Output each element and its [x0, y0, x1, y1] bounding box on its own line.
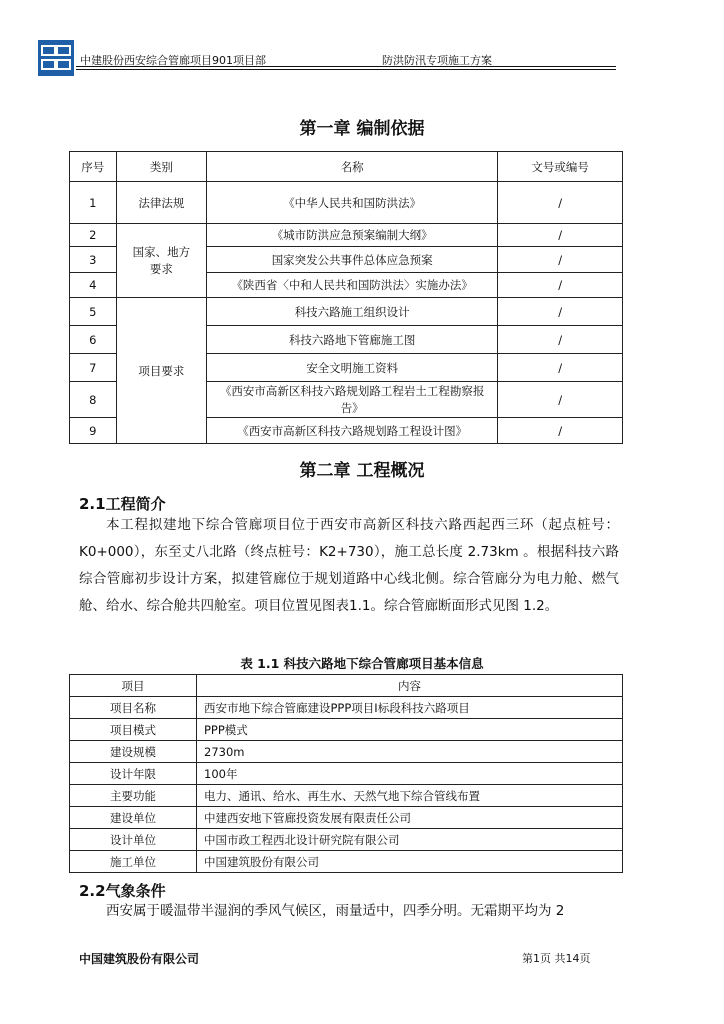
row-name: 《西安市高新区科技六路规划路工程岩土工程勘察报告》: [207, 382, 498, 418]
col-header-no: 序号: [70, 152, 117, 182]
row-code: /: [498, 298, 623, 326]
info-value: 中国市政工程西北设计研究院有限公司: [197, 829, 623, 851]
info-value: 电力、通讯、给水、再生水、天然气地下综合管线布置: [197, 785, 623, 807]
row-no: 2: [70, 224, 117, 247]
info-value: 中建西安地下管廊投资发展有限责任公司: [197, 807, 623, 829]
row-no: 7: [70, 354, 117, 382]
table-row: [70, 298, 623, 326]
info-key: 主要功能: [70, 785, 197, 807]
header-rule-thin: [76, 69, 616, 70]
row-code: /: [498, 224, 623, 247]
row-name: 《陕西省〈中和人民共和国防洪法〉实施办法》: [207, 273, 498, 298]
table-row: [70, 182, 623, 224]
info-value: 中国建筑股份有限公司: [197, 851, 623, 873]
row-code: /: [498, 418, 623, 444]
info-key: 施工单位: [70, 851, 197, 873]
row-code: /: [498, 326, 623, 354]
info-key: 项目模式: [70, 719, 197, 741]
table-row: [70, 719, 623, 741]
info-value: 2730m: [197, 741, 623, 763]
info-key: 设计年限: [70, 763, 197, 785]
info-key: 建设单位: [70, 807, 197, 829]
project-info-table: [69, 674, 623, 873]
header-rule: [76, 66, 616, 67]
table-row: [70, 224, 623, 247]
table-row: [70, 785, 623, 807]
row-code: /: [498, 182, 623, 224]
info-value: 西安市地下综合管廊建设PPP项目Ⅰ标段科技六路项目: [197, 697, 623, 719]
col-header-name: 名称: [207, 152, 498, 182]
table-header-row: [70, 675, 623, 697]
company-logo: [38, 40, 74, 76]
row-no: 4: [70, 273, 117, 298]
row-name: 安全文明施工资料: [207, 354, 498, 382]
row-category: 法律法规: [116, 182, 207, 224]
page-number: 第1页 共14页: [522, 952, 591, 965]
col-header-content: 内容: [197, 675, 623, 697]
row-category: 国家、地方要求: [116, 224, 207, 298]
row-code: /: [498, 382, 623, 418]
row-no: 3: [70, 247, 117, 273]
table-row: [70, 697, 623, 719]
section-2-2-paragraph: 西安属于暖温带半湿润的季风气候区，雨量适中，四季分明。无霜期平均为 2: [106, 903, 565, 919]
table-row: [70, 829, 623, 851]
basis-table: [69, 151, 623, 444]
row-no: 9: [70, 418, 117, 444]
footer-company: 中国建筑股份有限公司: [79, 952, 200, 966]
row-no: 6: [70, 326, 117, 354]
table-header-row: [70, 152, 623, 182]
info-key: 建设规模: [70, 741, 197, 763]
section-2-2-title: 2.2气象条件: [79, 882, 166, 900]
chapter2-title: 第二章 工程概况: [299, 461, 425, 481]
row-name: 科技六路施工组织设计: [207, 298, 498, 326]
header-doc-title: 防洪防汛专项施工方案: [382, 54, 492, 67]
header-project-name: 中建股份西安综合管廊项目901项目部: [80, 54, 266, 67]
section-2-1-title: 2.1工程简介: [79, 495, 166, 513]
table-row: [70, 741, 623, 763]
info-key: 设计单位: [70, 829, 197, 851]
row-no: 8: [70, 382, 117, 418]
row-name: 《中华人民共和国防洪法》: [207, 182, 498, 224]
row-name: 《城市防洪应急预案编制大纲》: [207, 224, 498, 247]
row-name: 科技六路地下管廊施工图: [207, 326, 498, 354]
row-name: 《西安市高新区科技六路规划路工程设计图》: [207, 418, 498, 444]
table-row: [70, 763, 623, 785]
row-no: 5: [70, 298, 117, 326]
row-category: 项目要求: [116, 298, 207, 444]
info-key: 项目名称: [70, 697, 197, 719]
table-row: [70, 807, 623, 829]
row-code: /: [498, 354, 623, 382]
info-value: 100年: [197, 763, 623, 785]
row-name: 国家突发公共事件总体应急预案: [207, 247, 498, 273]
table-row: [70, 851, 623, 873]
chapter1-title: 第一章 编制依据: [299, 119, 425, 139]
col-header-category: 类别: [116, 152, 207, 182]
info-value: PPP模式: [197, 719, 623, 741]
row-code: /: [498, 247, 623, 273]
section-2-1-paragraph: 本工程拟建地下综合管廊项目位于西安市高新区科技六路西起西三环（起点桩号： K0+000），东至丈八北路（终点桩号：K2+730），施工总长度 2.73km 。根据科技六路综合管廊初步设计方案，拟建管廊位于规划道路中心线北侧。综合管廊分为电力舱、燃气舱、给水、综合舱共四舱室。项目位置见图表1.1。综合管廊断面形式见图 1.2。: [79, 517, 619, 614]
col-header-code: 文号或编号: [498, 152, 623, 182]
row-code: /: [498, 273, 623, 298]
col-header-item: 项目: [70, 675, 197, 697]
row-no: 1: [70, 182, 117, 224]
table-caption: 表 1.1 科技六路地下综合管廊项目基本信息: [240, 656, 484, 671]
